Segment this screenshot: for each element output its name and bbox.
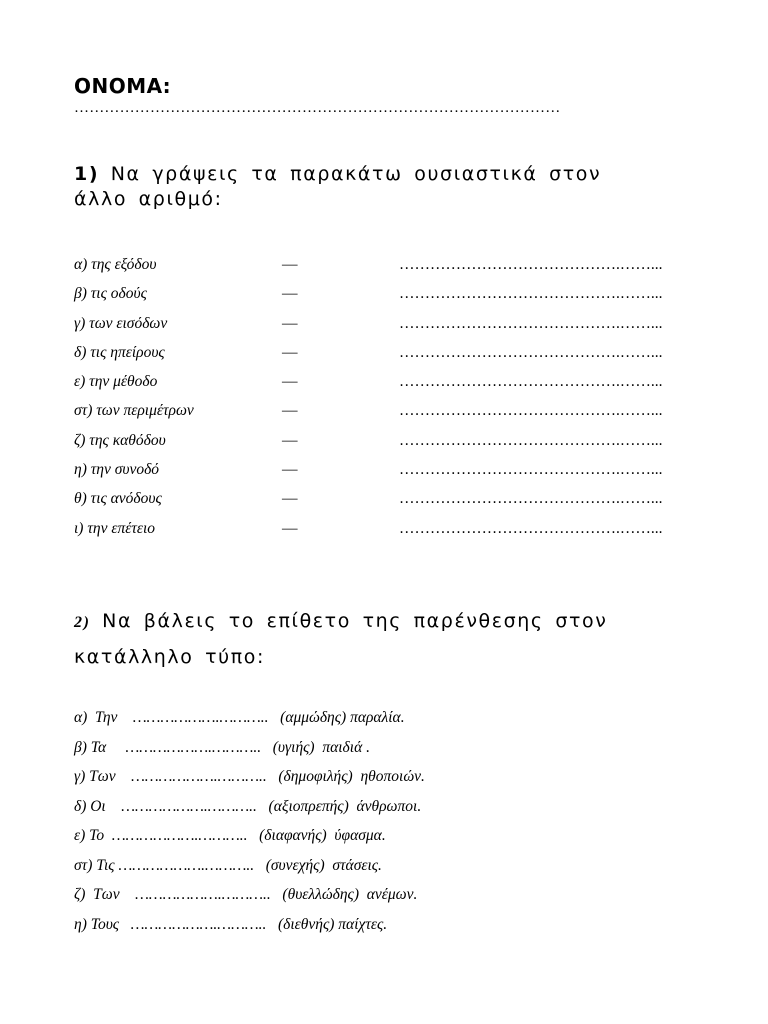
item-dash: — — [282, 256, 298, 273]
item-dash: — — [282, 343, 298, 361]
item-label: ζ) της καθόδου — [74, 431, 166, 449]
question-1-item — [74, 520, 694, 549]
item-dash: — — [282, 490, 298, 508]
question-2-item[interactable]: γ) Των ……………….……….. (δημοφιλής) ηθοποιών. — [74, 768, 425, 785]
item-dash: — — [282, 461, 298, 479]
name-field[interactable]: …………………………………………………………………………………… — [74, 100, 561, 116]
item-dash: — — [282, 285, 298, 303]
item-dash: — — [282, 373, 298, 391]
question-1-list — [74, 256, 694, 549]
question-1-item — [74, 285, 694, 314]
question-2-item[interactable]: α) Την ……………….……….. (αμμώδης) παραλία. — [74, 709, 405, 726]
answer-field[interactable]: …………………………………….……... — [399, 490, 663, 508]
question-2-item[interactable]: δ) Οι ……………….……….. (αξιοπρεπής) άνθρωποι. — [74, 797, 422, 815]
question-2-item[interactable]: ε) Το ……………….……….. (διαφανής) ύφασμα. — [74, 827, 386, 844]
question-2-list — [74, 709, 694, 945]
question-1-item — [74, 344, 694, 373]
item-label: ι) την επέτειο — [74, 519, 156, 537]
answer-field[interactable]: …………………………………….……... — [399, 343, 663, 361]
item-label: δ) τις ηπείρους — [74, 343, 165, 361]
question-1-item — [74, 490, 694, 519]
answer-field[interactable]: …………………………………….……... — [399, 373, 663, 391]
question-1-item — [74, 256, 694, 285]
item-dash: — — [282, 314, 298, 332]
answer-field[interactable]: …………………………………….……... — [399, 314, 663, 332]
answer-field[interactable]: …………………………………….……... — [399, 431, 663, 449]
item-dash: — — [282, 431, 298, 449]
question-2-number: 2) — [74, 614, 91, 631]
question-1-text: Να γράψεις τα παρακάτω ουσιαστικά στον άλλο αριθμό: — [74, 163, 602, 210]
question-1-item — [74, 373, 694, 402]
item-label: α) της εξόδου — [74, 256, 157, 273]
item-label: β) τις οδούς — [74, 285, 147, 303]
item-label: θ) τις ανόδους — [74, 490, 162, 508]
item-label: ε) την μέθοδο — [74, 373, 158, 391]
question-1-item — [74, 315, 694, 344]
question-2-item[interactable]: ζ) Των ……………….……….. (θυελλώδης) ανέμων. — [74, 886, 418, 903]
answer-field[interactable]: …………………………………….……... — [399, 285, 663, 303]
question-1-number: 1) — [74, 163, 100, 185]
name-label: ΟΝΟΜΑ: — [74, 74, 172, 98]
question-1-item — [74, 461, 694, 490]
answer-field[interactable]: …………………………………….……... — [399, 519, 663, 537]
question-1-item — [74, 432, 694, 461]
item-dash: — — [282, 402, 298, 420]
answer-field[interactable]: …………………………………….……... — [399, 402, 663, 420]
question-1-title — [74, 162, 664, 212]
question-2-title — [74, 604, 634, 675]
item-dash: — — [282, 519, 298, 537]
item-label: στ) των περιμέτρων — [74, 402, 194, 420]
question-2-item[interactable]: στ) Τις ……………….……….. (συνεχής) στάσεις. — [74, 856, 382, 874]
answer-field[interactable]: …………………………………….……... — [399, 256, 663, 273]
question-2-item[interactable]: β) Τα ……………….……….. (υγιής) παιδιά . — [74, 738, 370, 756]
item-label: η) την συνοδό — [74, 461, 160, 479]
question-2-text: Να βάλεις το επίθετο της παρένθεσης στον κατάλληλο τύπο: — [74, 610, 608, 668]
item-label: γ) των εισόδων — [74, 314, 168, 332]
answer-field[interactable]: …………………………………….……... — [399, 461, 663, 479]
question-1-item — [74, 402, 694, 431]
question-2-item[interactable]: η) Τους ……………….……….. (διεθνής) παίχτες. — [74, 915, 388, 933]
